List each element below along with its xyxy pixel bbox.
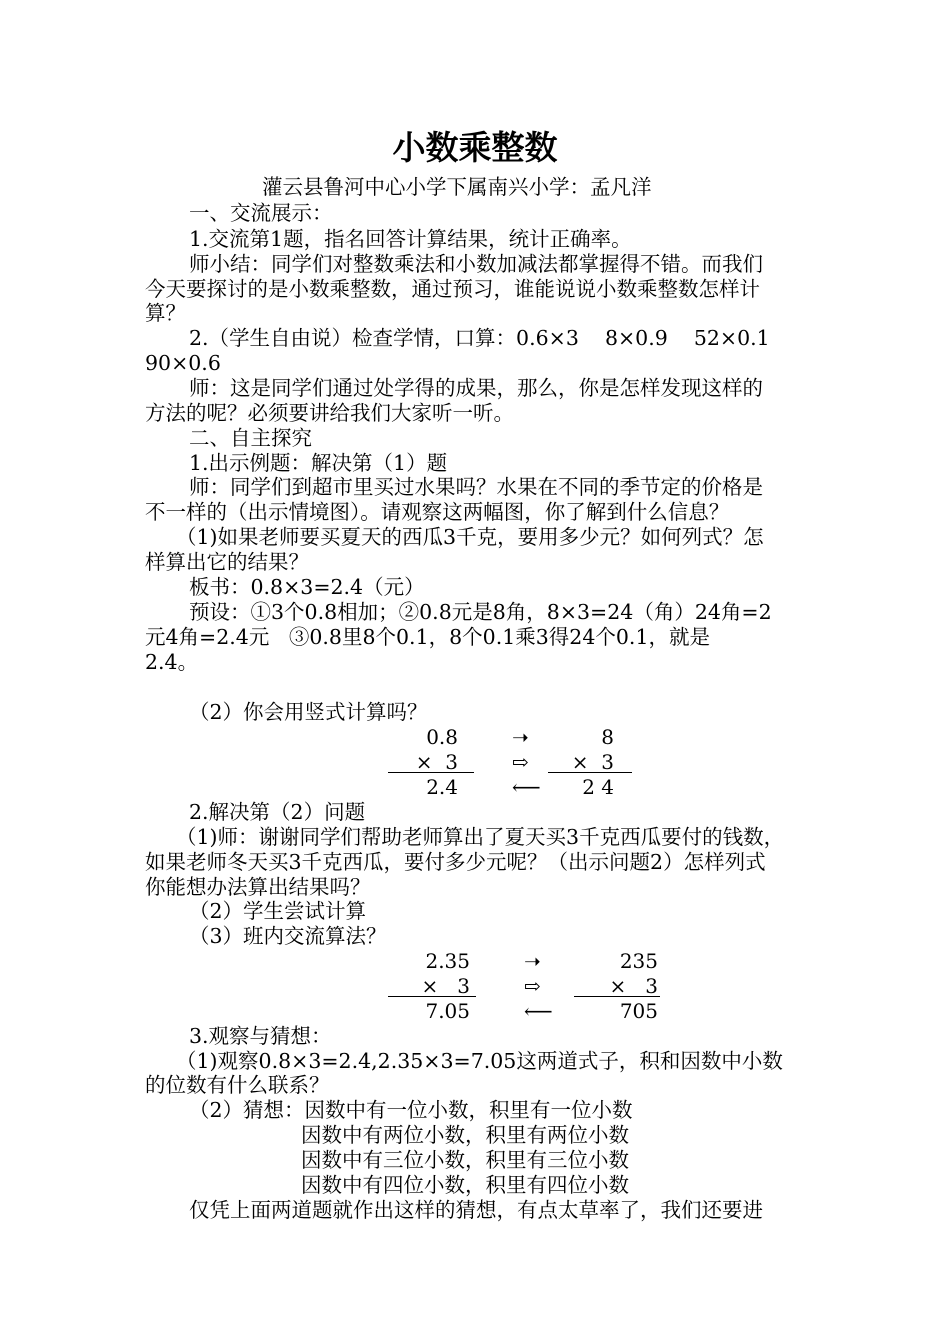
calc-left-product: 7.05 (425, 999, 470, 1023)
double-arrow-right-icon: ⇨ (512, 750, 529, 774)
paragraph-line: 不一样的（出示情境图）。请观察这两幅图，你了解到什么信息？ (145, 500, 730, 524)
arrow-left-icon: ⟵ (512, 775, 541, 799)
calc-right-multiplier: × 3 (609, 974, 658, 998)
paragraph-line: （2）学生尝试计算 (189, 899, 367, 923)
paragraph-line: 因数中有两位小数，积里有两位小数 (301, 1123, 629, 1147)
paragraph-line: （2）猜想：因数中有一位小数，积里有一位小数 (189, 1098, 633, 1122)
calc-left-multiplier: × 3 (421, 974, 470, 998)
arrow-right-icon: ➝ (512, 725, 529, 749)
paragraph-line: 预设：①3个0.8相加；②0.8元是8角，8×3=24（角）24角=2 (189, 600, 772, 624)
document-title: 小数乘整数 (392, 128, 558, 167)
calc-left-rule (388, 772, 474, 773)
paragraph-line: 3.观察与猜想： (189, 1024, 332, 1048)
calc-left-rule (388, 996, 476, 997)
calc-right-product: 2 4 (582, 775, 614, 799)
calc-left-multiplier: × 3 (415, 750, 458, 774)
calc-right-multiplicand: 8 (601, 725, 614, 749)
paragraph-line: （3）班内交流算法？ (189, 924, 387, 948)
arrow-left-icon: ⟵ (524, 999, 553, 1023)
paragraph-line: 师小结：同学们对整数乘法和小数加减法都掌握得不错。而我们 (189, 252, 763, 276)
section-heading-1: 一、交流展示： (189, 201, 333, 225)
calc-right-rule (548, 772, 632, 773)
paragraph-line: 因数中有三位小数，积里有三位小数 (301, 1148, 629, 1172)
paragraph-line: （1)观察0.8×3=2.4,2.35×3=7.05这两道式子，积和因数中小数 (176, 1049, 783, 1073)
paragraph-line: 师：同学们到超市里买过水果吗？水果在不同的季节定的价格是 (189, 475, 763, 499)
paragraph-line: （1)如果老师要买夏天的西瓜3千克，要用多少元？如何列式？怎 (176, 525, 764, 549)
paragraph-line: 90×0.6 (145, 351, 221, 375)
calc-left-multiplicand: 0.8 (426, 725, 458, 749)
paragraph-line: 如果老师冬天买3千克西瓜，要付多少元呢？（出示问题2）怎样列式 (145, 850, 766, 874)
paragraph-line: 你能想办法算出结果吗？ (145, 875, 371, 899)
paragraph-line: 样算出它的结果？ (145, 550, 309, 574)
paragraph-line: 算？ (145, 301, 186, 325)
paragraph-line: （1)师：谢谢同学们帮助老师算出了夏天买3千克西瓜要付的钱数， (176, 825, 785, 849)
paragraph-line: 2.（学生自由说）检查学情，口算：0.6×3 8×0.9 52×0.1 (189, 326, 770, 350)
paragraph-line: 的位数有什么联系？ (145, 1073, 330, 1097)
author-line: 灌云县鲁河中心小学下属南兴小学：孟凡洋 (262, 175, 652, 199)
calc-right-multiplicand: 235 (619, 949, 658, 973)
calc-right-product: 705 (619, 999, 658, 1023)
paragraph-line: 2.解决第（2）问题 (189, 800, 366, 824)
calc-left-multiplicand: 2.35 (425, 949, 470, 973)
paragraph-line: 方法的呢？必须要讲给我们大家听一听。 (145, 401, 514, 425)
paragraph-line: 元4角=2.4元 ③0.8里8个0.1，8个0.1乘3得24个0.1，就是 (145, 625, 710, 649)
paragraph-line: 今天要探讨的是小数乘整数，通过预习，谁能说说小数乘整数怎样计 (145, 277, 760, 301)
double-arrow-right-icon: ⇨ (524, 974, 541, 998)
paragraph-line: 因数中有四位小数，积里有四位小数 (301, 1173, 629, 1197)
calc-right-rule (574, 996, 660, 997)
arrow-right-icon: ➝ (524, 949, 541, 973)
paragraph-line: 板书：0.8×3=2.4（元） (189, 575, 425, 599)
calc-left-product: 2.4 (426, 775, 458, 799)
calc-right-multiplier: × 3 (571, 750, 614, 774)
paragraph-line: 1.交流第1题，指名回答计算结果，统计正确率。 (189, 227, 632, 251)
paragraph-line: 1.出示例题：解决第（1）题 (189, 451, 448, 475)
paragraph-line: （2）你会用竖式计算吗？ (189, 700, 428, 724)
section-heading-2: 二、自主探究 (189, 426, 312, 450)
paragraph-line: 师：这是同学们通过处学得的成果，那么，你是怎样发现这样的 (189, 376, 763, 400)
paragraph-line: 2.4。 (145, 650, 199, 674)
paragraph-line: 仅凭上面两道题就作出这样的猜想，有点太草率了，我们还要进 (189, 1198, 763, 1222)
